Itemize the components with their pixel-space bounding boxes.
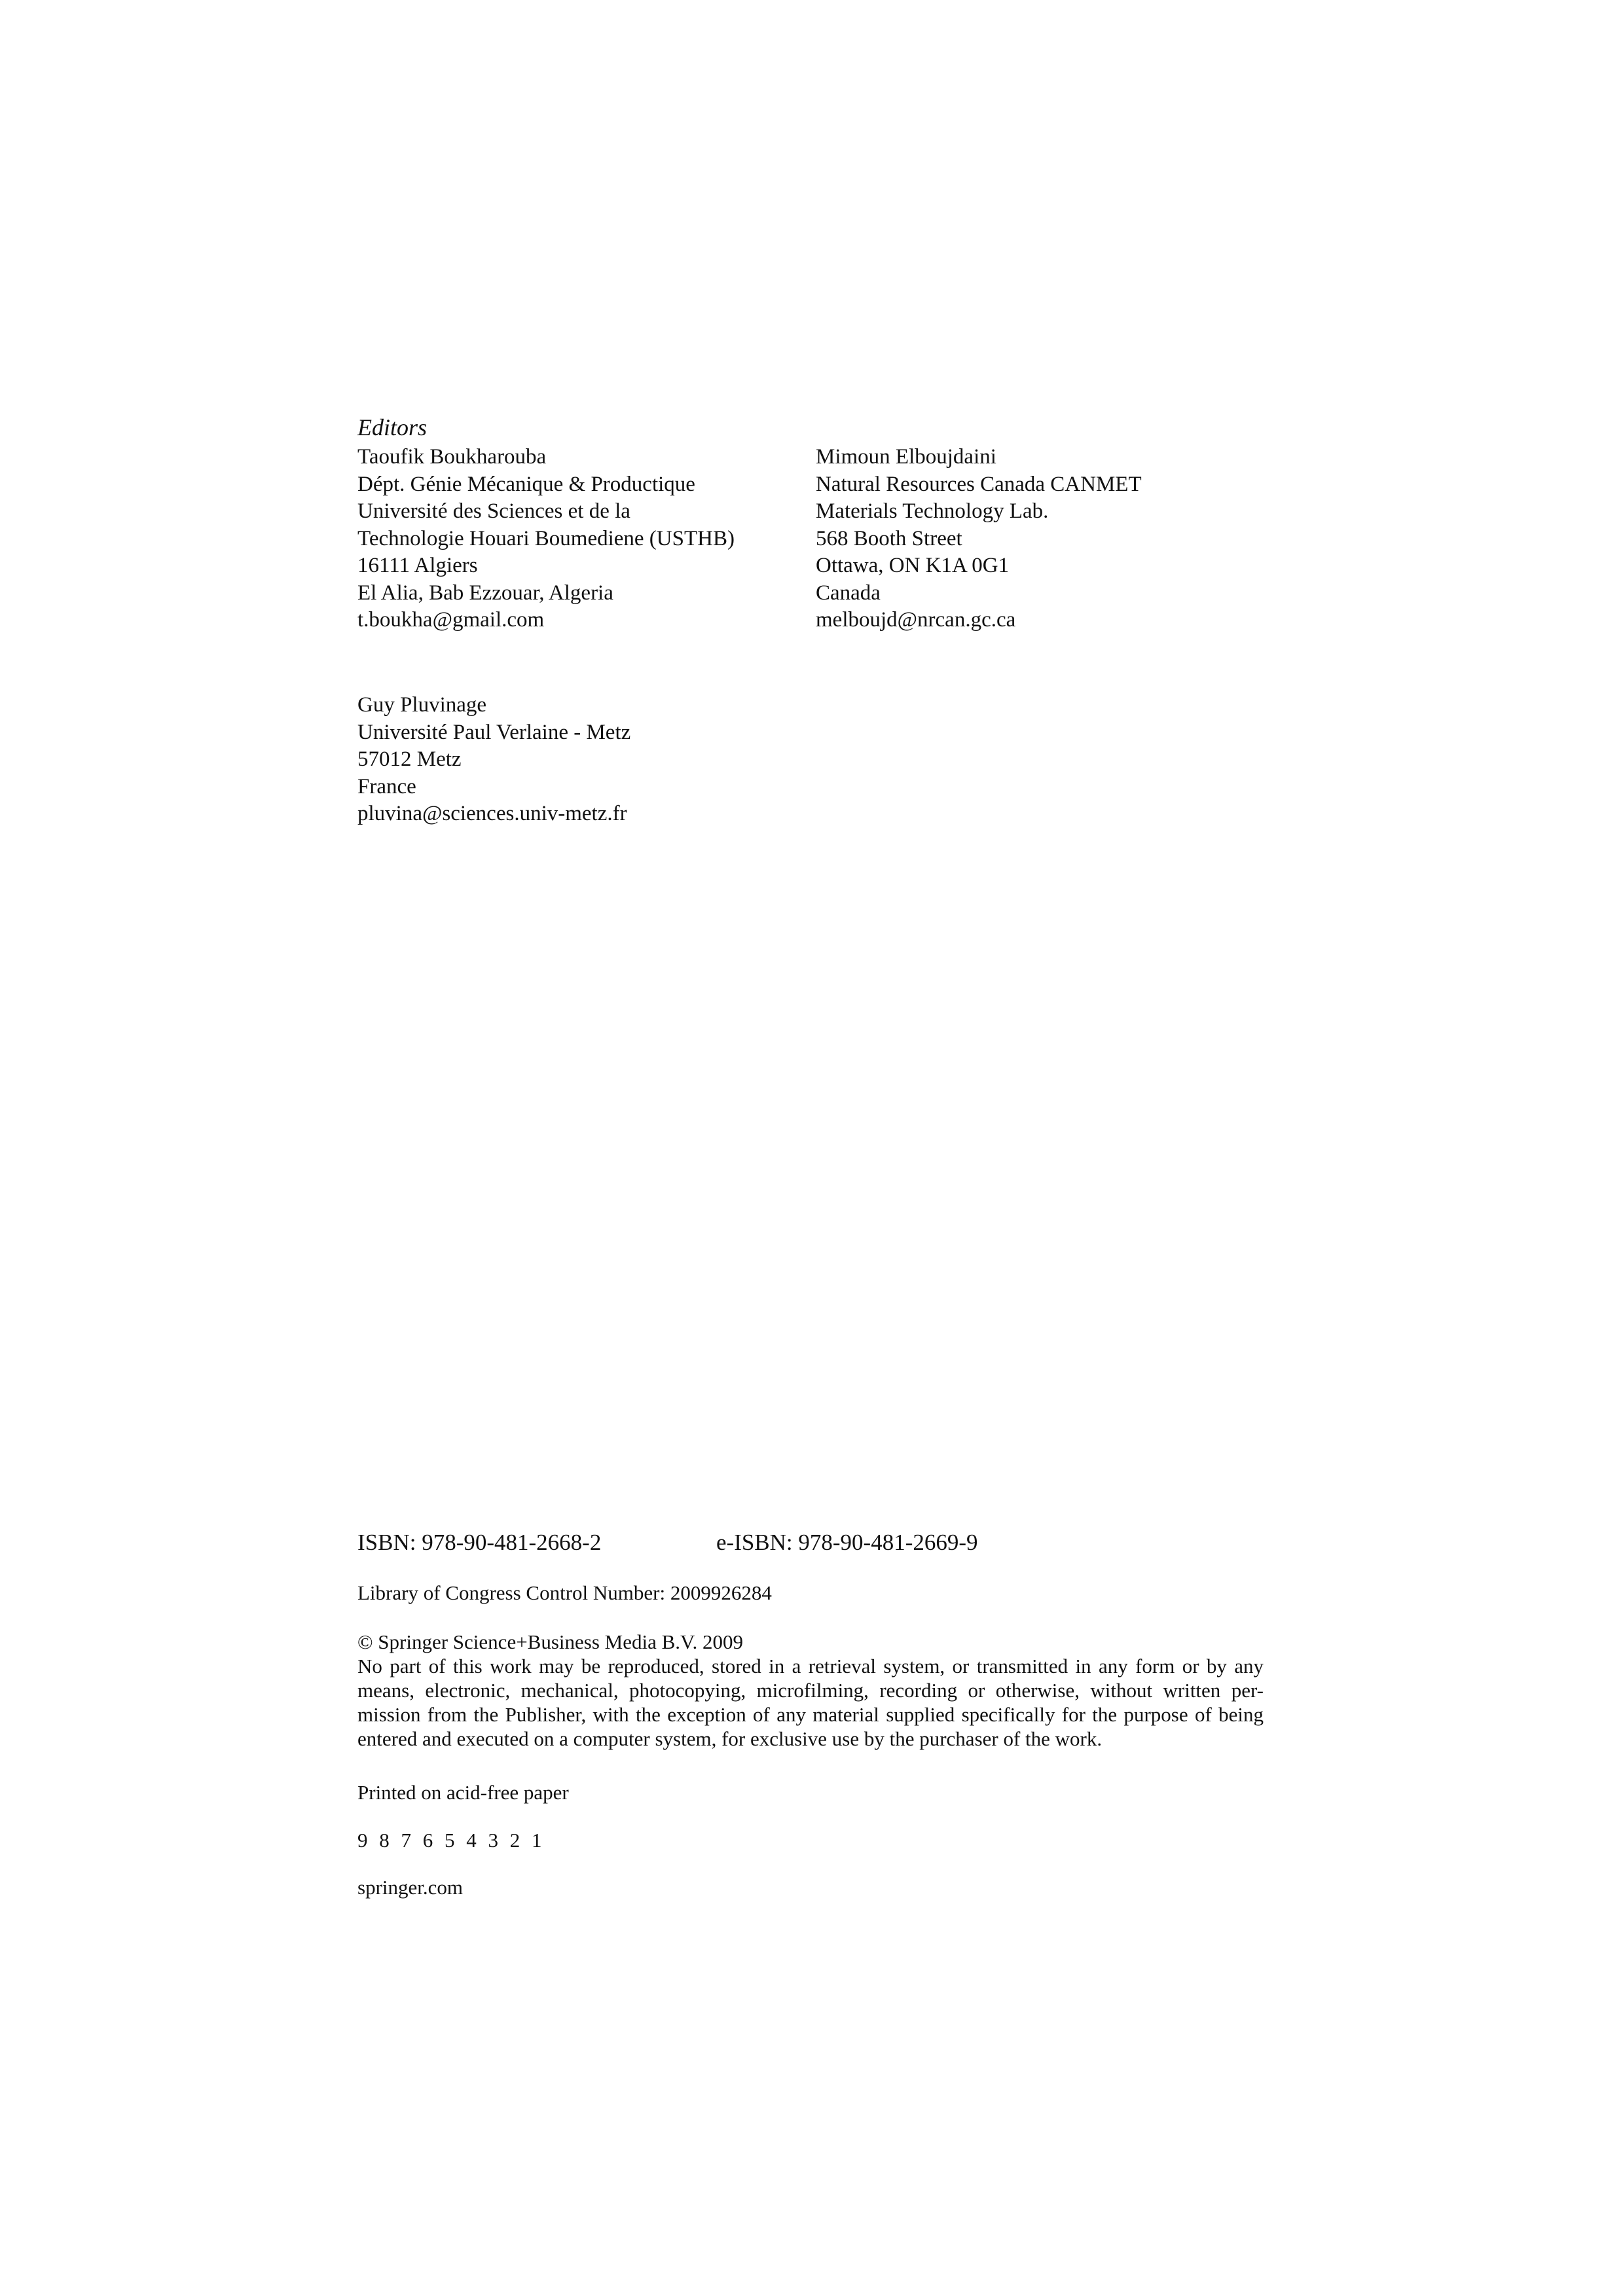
editor-email: pluvina@sciences.univ-metz.fr bbox=[357, 802, 627, 825]
address-line: Canada bbox=[816, 581, 881, 605]
editor-address-boukharouba bbox=[357, 444, 735, 634]
copyright-notice: © Springer Science+Business Media B.V. 2009 bbox=[357, 1630, 743, 1653]
publisher-website: springer.com bbox=[357, 1876, 463, 1899]
printing-line: 9 8 7 6 5 4 3 2 1 bbox=[357, 1829, 542, 1852]
editor-address-elboujdaini bbox=[816, 444, 1142, 634]
editor-email: melboujd@nrcan.gc.ca bbox=[816, 608, 1016, 632]
address-line: France bbox=[357, 774, 416, 798]
address-line: El Alia, Bab Ezzouar, Algeria bbox=[357, 581, 613, 605]
isbn: ISBN: 978-90-481-2668-2 bbox=[357, 1530, 602, 1555]
address-line: Dépt. Génie Mécanique & Productique bbox=[357, 472, 695, 496]
address-line: 57012 Metz bbox=[357, 747, 462, 771]
editor-email: t.boukha@gmail.com bbox=[357, 608, 545, 632]
address-line: Ottawa, ON K1A 0G1 bbox=[816, 554, 1010, 577]
address-line: Université Paul Verlaine - Metz bbox=[357, 720, 631, 744]
address-line: 16111 Algiers bbox=[357, 554, 478, 577]
editor-address-pluvinage bbox=[357, 692, 630, 828]
editor-name: Taoufik Boukharouba bbox=[357, 445, 547, 469]
e-isbn: e-ISBN: 978-90-481-2669-9 bbox=[716, 1530, 978, 1555]
isbn-row bbox=[357, 1529, 978, 1556]
address-line: Materials Technology Lab. bbox=[816, 499, 1049, 523]
address-line: 568 Booth Street bbox=[816, 526, 962, 550]
editors-heading: Editors bbox=[357, 414, 428, 440]
address-line: Université des Sciences et de la bbox=[357, 499, 630, 523]
lccn: Library of Congress Control Number: 2009926284 bbox=[357, 1581, 772, 1604]
paper-note: Printed on acid-free paper bbox=[357, 1781, 569, 1804]
editor-name: Guy Pluvinage bbox=[357, 693, 487, 717]
address-line: Technologie Houari Boumediene (USTHB) bbox=[357, 526, 735, 550]
editor-name: Mimoun Elboujdaini bbox=[816, 445, 996, 469]
rights-statement: No part of this work may be reproduced, stored in a retrieval system, or transmitted in any form or by any means, electronic, mechanical, photocopying, microfilming, recording or otherwise, without written per-mission from the Publisher, with the exception of any material supplied specifically for the purpose of being entered and executed on a computer system, for exclusive use by the purchaser of the work. bbox=[357, 1655, 1264, 1750]
address-line: Natural Resources Canada CANMET bbox=[816, 472, 1142, 496]
